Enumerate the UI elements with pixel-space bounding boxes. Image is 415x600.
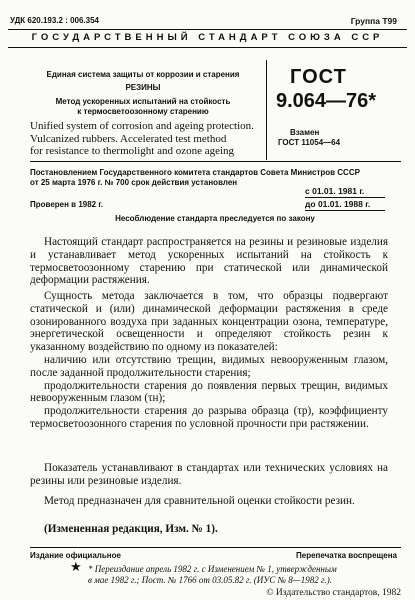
english-title xyxy=(30,120,260,158)
penalty-notice: Несоблюдение стандарта преследуется по закону xyxy=(115,214,315,223)
method-title xyxy=(30,97,256,117)
paragraph-purpose xyxy=(30,495,388,508)
replaces-value: ГОСТ 11054—64 xyxy=(278,138,341,147)
purpose-text: Метод предназначен для сравнительной оценки стойкости резин. xyxy=(44,495,355,507)
english-title-line1: Unified system of corrosion and ageing protection. xyxy=(30,120,254,132)
standard-title: ГОСУДАРСТВЕННЫЙ СТАНДАРТ СОЮЗА ССР xyxy=(31,32,384,43)
decree-rule xyxy=(30,161,401,162)
official-edition: Издание официальное xyxy=(30,551,121,560)
decree-line2: от 25 марта 1976 г. № 700 срок действия установлен xyxy=(30,178,238,187)
paragraph-amendment xyxy=(30,523,388,536)
essence-item-1: наличию или отсутствию трещин, видимых невооруженным глазом, после заданной продолжительности старения; xyxy=(30,353,388,379)
checked-year: Проверен в 1982 г. xyxy=(30,200,104,209)
material-title: РЕЗИНЫ xyxy=(125,83,161,92)
title-divider xyxy=(266,60,267,160)
english-title-line3: for resistance to thermolight and ozone ageing xyxy=(30,145,235,157)
method-title-line1: Метод ускоренных испытаний на стойкость xyxy=(55,97,231,106)
reprint-note-line1: * Переиздание апрель 1982 г. с Изменением № 1, утвержденным xyxy=(88,564,337,574)
effective-to: до 01.01. 1988 г. xyxy=(305,199,371,209)
header-rule-top xyxy=(8,29,407,30)
essence-item-2: продолжительности старения до появления первых трещин, видимых невооруженным глазом (τн); xyxy=(30,379,388,405)
header-rule-bottom xyxy=(8,47,407,48)
effective-from: с 01.01. 1981 г. xyxy=(305,186,365,196)
english-title-line2: Vulcanized rubbers. Accelerated test method xyxy=(30,132,227,145)
star-icon: ★ xyxy=(70,559,82,574)
gost-number: 9.064—76* xyxy=(276,90,377,112)
scope-text: Настоящий стандарт распространяется на резины и резиновые изделия и устанавливает метод ускоренных испытаний на стойкость к термосветоозонному старению при статической или динамической деформации растяжения. xyxy=(30,236,388,287)
decree-line1: Постановлением Государственного комитета стандартов Совета Министров СССР xyxy=(30,168,360,177)
group-code: Группа Т99 xyxy=(350,16,397,26)
amendment-text: (Измененная редакция, Изм. № 1). xyxy=(44,523,218,535)
udk-code: УДК 620.193.2 : 006.354 xyxy=(10,16,99,25)
reprint-prohibited: Перепечатка воспрещена xyxy=(296,551,397,560)
copyright: © Издательство стандартов, 1982 xyxy=(266,588,401,598)
essence-item-3: продолжительности старения до разрыва образца (τр), коэффициенту термосветоозонного старения по условной прочности при растяжении. xyxy=(30,405,388,430)
paragraph-indicator xyxy=(30,462,388,488)
reprint-note-line2: в мае 1982 г.; Пост. № 1766 от 03.05.82 г. (ИУС № 8—1982 г.). xyxy=(88,575,332,585)
date-to-rule xyxy=(305,210,385,211)
footer-rule xyxy=(30,547,401,548)
essence-intro: Сущность метода заключается в том, что образцы подвергают статической и (или) динамической деформации растяжения в среде озонированного воздуха при заданных концентрации озона, температуре, энергетической освещенности и определяют стойкость резин к указанному воздействию по одному из показателей: xyxy=(30,290,388,354)
method-title-line2: к термосветоозонному старению xyxy=(77,107,209,116)
decree-text xyxy=(30,168,400,188)
reprint-note xyxy=(88,564,398,586)
gost-label: ГОСТ xyxy=(290,66,347,88)
paragraph-scope xyxy=(30,236,388,287)
date-from-rule xyxy=(305,197,385,198)
system-title: Единая система защиты от коррозии и старения xyxy=(46,70,240,79)
replaces-label: Взамен xyxy=(290,128,320,137)
paragraph-essence xyxy=(30,290,388,431)
indicator-text: Показатель устанавливают в стандартах или технических условиях на резины или резиновые изделия. xyxy=(30,462,388,487)
